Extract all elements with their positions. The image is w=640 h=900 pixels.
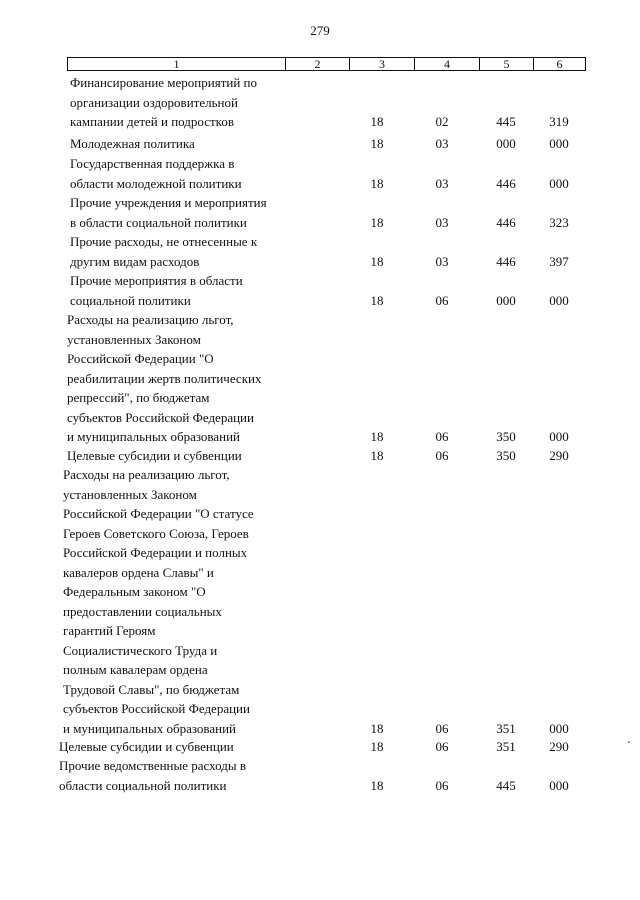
row-code-c5: 446 [496,253,516,269]
row-code-c6: 000 [549,429,569,444]
table-row [0,232,640,271]
row-code-c6: 290 [549,739,569,754]
row-code-c3: 18 [370,777,384,793]
row-code-c6: 000 [549,136,569,151]
row-code-c3: 18 [370,448,384,463]
row-description: Прочие ведомственные расходы в области социальной политики [59,758,247,793]
header-col-4: 4 [415,58,480,70]
header-col-2: 2 [286,58,350,70]
header-col-1: 1 [68,58,286,70]
row-code-c4: 06 [435,429,449,444]
row-code-c5: 351 [496,720,516,736]
row-description: Прочие мероприятия в области социальной политики [70,273,243,308]
row-code-c4: 06 [435,448,449,463]
row-code-c4: 03 [435,175,449,191]
row-description: Молодежная политика [70,136,195,151]
header-col-5: 5 [480,58,534,70]
row-code-c6: 000 [549,720,569,736]
row-description: Целевые субсидии и субвенции [59,739,234,754]
row-code-c3: 18 [370,429,384,444]
row-code-c4: 06 [435,292,449,308]
row-code-c6: 290 [549,448,569,463]
row-code-c5: 000 [496,292,516,308]
table-row [0,271,640,310]
row-code-c5: 351 [496,739,516,754]
row-code-c4: 06 [435,739,449,754]
row-code-c5: 446 [496,175,516,191]
row-code-c6: 000 [549,777,569,793]
table-row [0,73,640,132]
row-description: Прочие расходы, не отнесенные к другим видам расходов [70,234,258,269]
row-code-c3: 18 [370,292,384,308]
row-code-c4: 06 [435,777,449,793]
row-code-c4: 03 [435,214,449,230]
page-number: 279 [310,23,330,38]
table-row [0,446,640,466]
row-code-c5: 000 [496,136,516,151]
header-col-6: 6 [556,57,563,71]
row-description: Расходы на реализацию льгот, установленных Законом Российской Федерации "О статусе Героев Советского Союза, Героев Российской Федерации и полных кавалеров ордена Славы" и Федеральным законом "О предоставлении социальных гарантий Героям Социалистического Труда и полным кавалерам ордена Трудовой Славы", по бюджетам субъектов Российской Федерации и муниципальных образований [63,467,254,736]
row-code-c5: 350 [496,448,516,463]
row-code-c4: 03 [435,253,449,269]
row-code-c3: 18 [370,253,384,269]
table-row [0,193,640,232]
table-row [0,310,640,447]
row-code-c5: 350 [496,429,516,444]
row-code-c4: 02 [435,114,449,129]
row-code-c5: 445 [496,114,516,129]
row-description: Расходы на реализацию льгот, установленных Законом Российской Федерации "О реабилитации жертв политических репрессий", по бюджетам субъектов Российской Федерации и муниципальных образований [67,312,262,444]
row-code-c3: 18 [370,214,384,230]
row-code-c3: 18 [370,114,384,129]
row-code-c4: 06 [435,720,449,736]
row-code-c3: 18 [370,175,384,191]
table-row [0,154,640,193]
row-code-c6: 319 [549,114,569,129]
header-col-3: 3 [350,58,415,70]
table-row [0,134,640,154]
row-code-c5: 446 [496,214,516,230]
row-description: Государственная поддержка в области молодежной политики [70,156,242,191]
row-code-c6: 000 [549,175,569,191]
row-code-c3: 18 [370,739,384,754]
row-code-c6: 000 [549,292,569,308]
row-description: Финансирование мероприятий по организации оздоровительной кампании детей и подростков [70,75,258,129]
row-code-c6: 397 [549,253,569,269]
row-code-c3: 18 [370,720,384,736]
row-code-c4: 03 [435,136,449,151]
table-row [0,756,640,795]
table-row [0,737,640,757]
scan-speck [628,741,630,743]
row-code-c6: 323 [549,214,569,230]
table-header [67,57,586,71]
row-code-c3: 18 [370,136,384,151]
row-description: Прочие учреждения и мероприятия в области социальной политики [70,195,267,230]
table-row [0,465,640,738]
row-description: Целевые субсидии и субвенции [67,448,242,463]
row-code-c5: 445 [496,777,516,793]
